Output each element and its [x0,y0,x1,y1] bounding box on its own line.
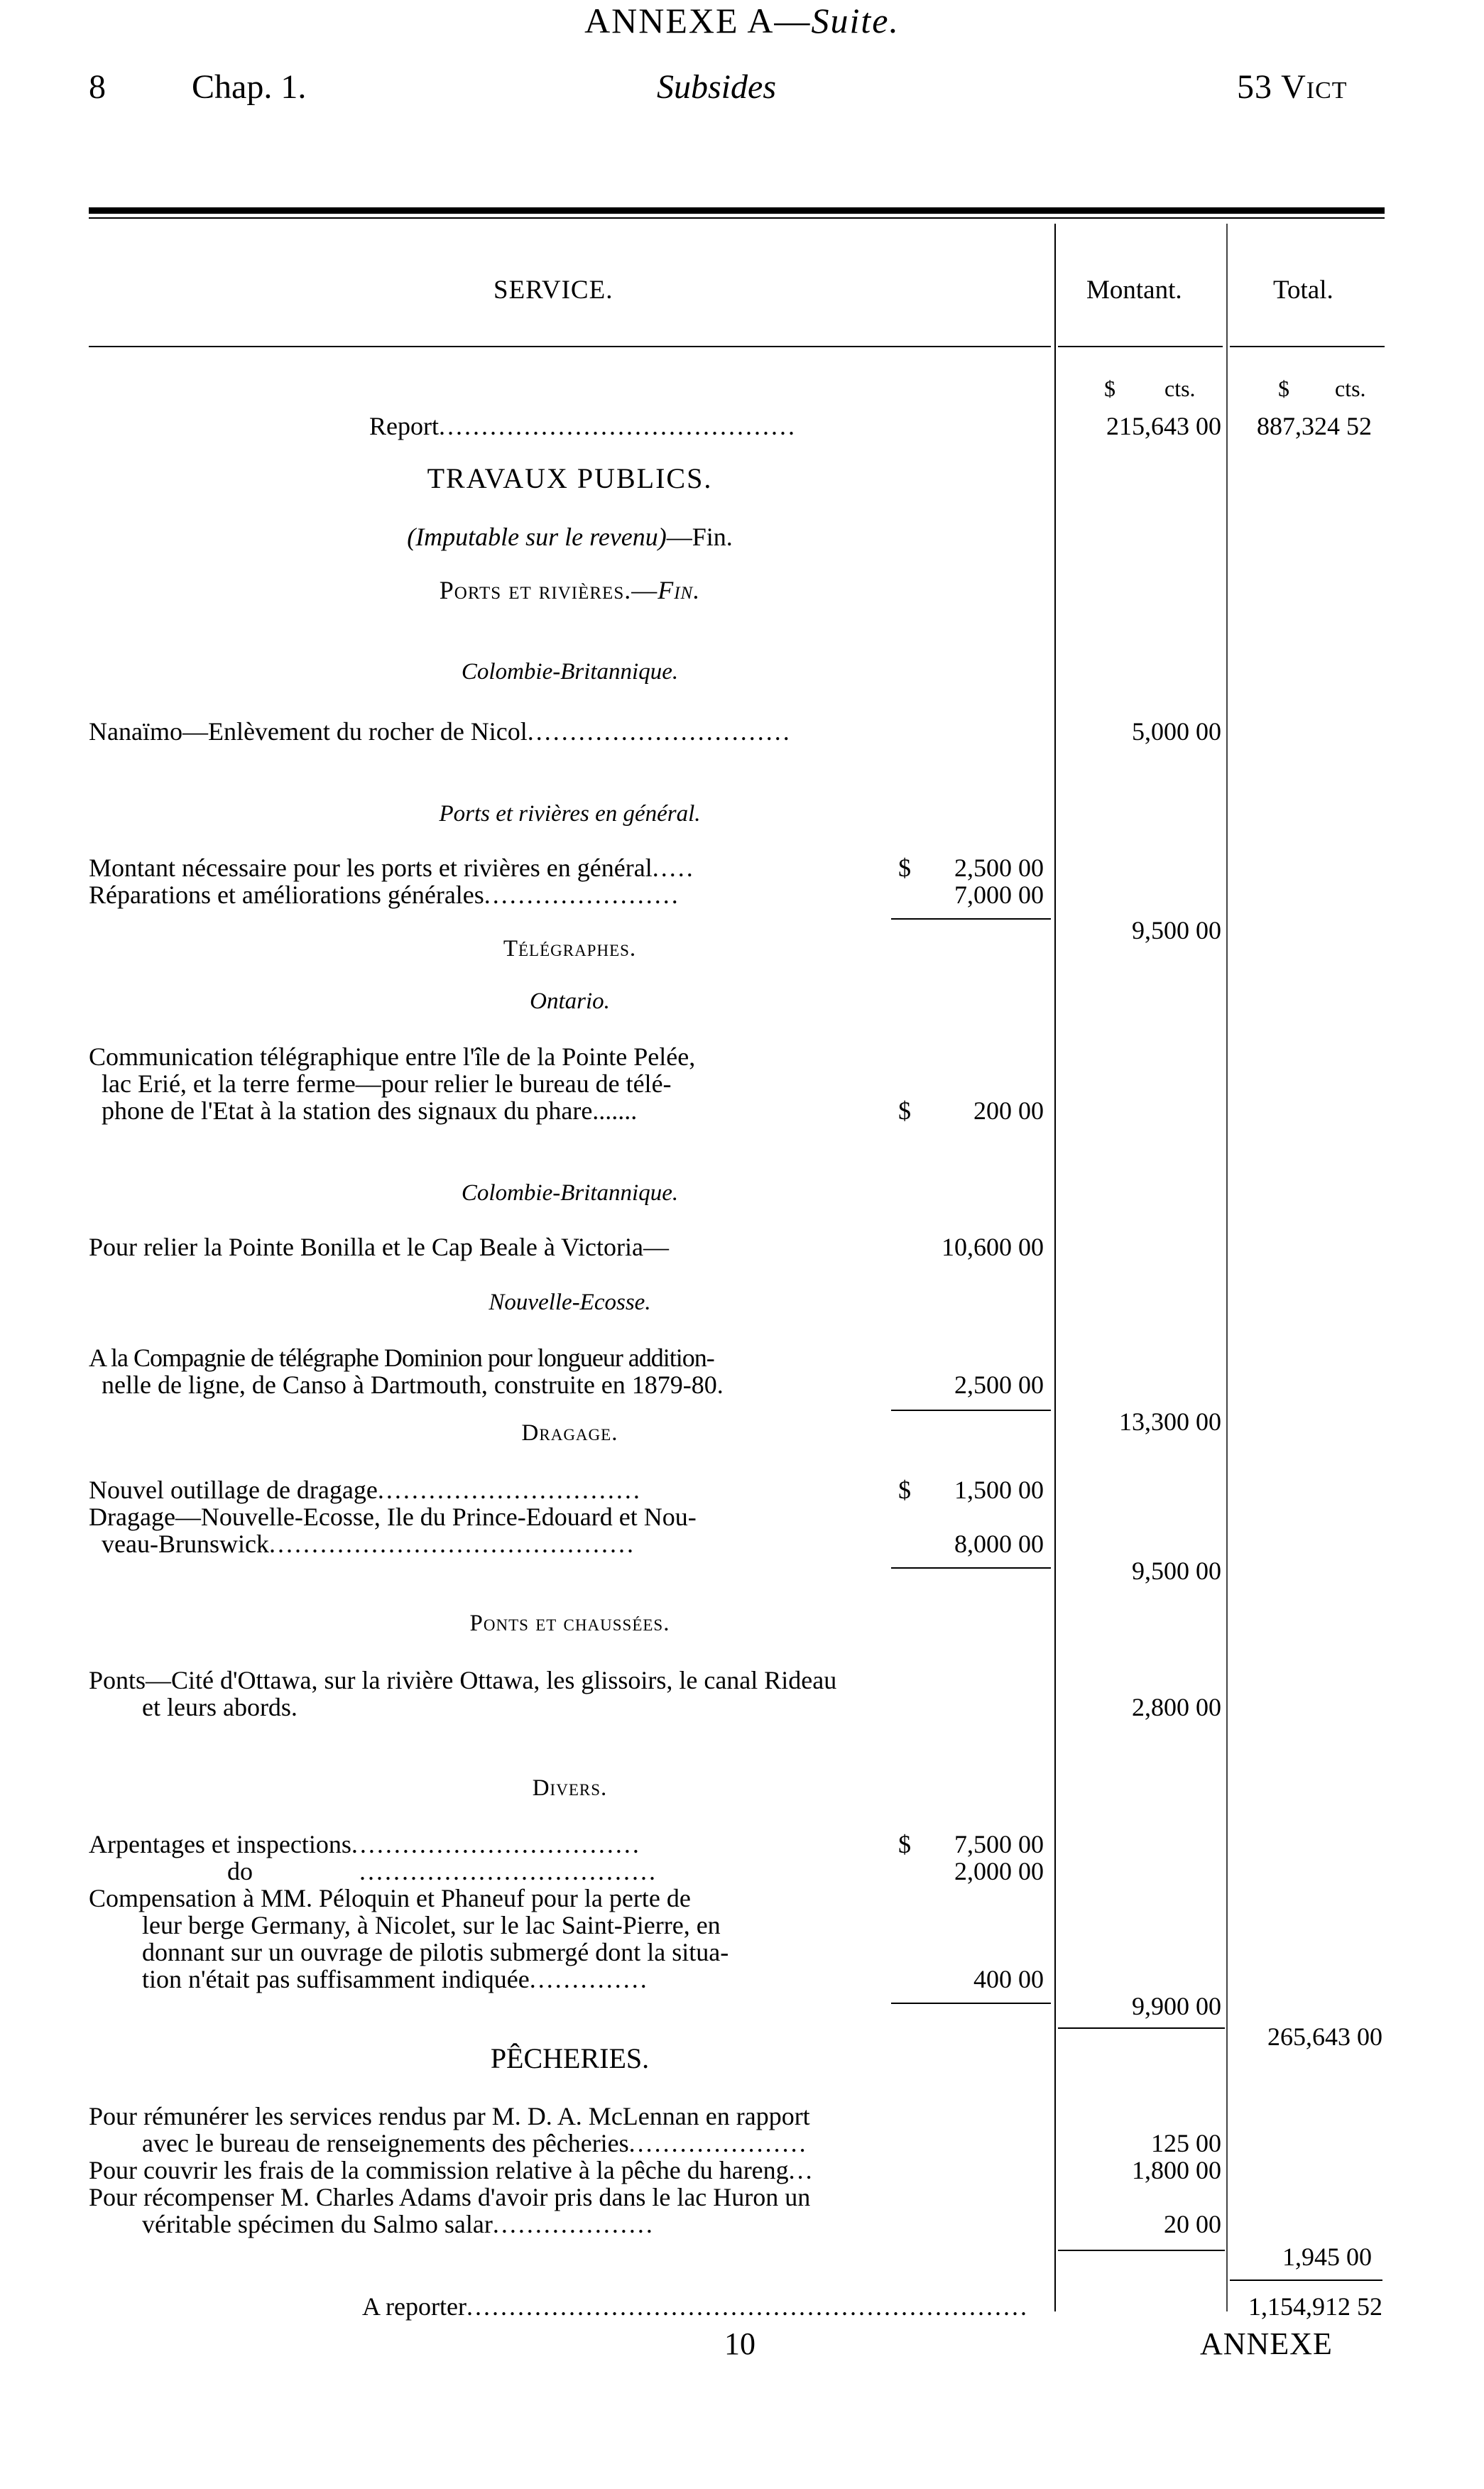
peche-item-1-line-2: avec le bureau de renseignements des pêcheries..................... [142,2129,808,2157]
drag-item-1-amount: 1,500 00 [954,1476,1044,1504]
subhead-telegraphes: Télégraphes. [503,936,637,962]
tel-cb-amount: 10,600 00 [942,1233,1044,1261]
drag-total: 9,500 00 [1132,1557,1221,1585]
annex-title-main: ANNEXE A— [584,1,812,40]
peche-item-1-line-1: Pour rémunérer les services rendus par M. D. A. McLennan en rapport [89,2102,810,2130]
signature-mark: 10 [724,2326,755,2361]
heading-underline-montant [1058,346,1223,347]
annex-title [0,0,1484,41]
total-sum-rule [1230,2280,1382,2281]
tel-ontario-line-1: Communication télégraphique entre l'île de la Pointe Pelée, [89,1042,696,1071]
div-total: 9,900 00 [1132,1992,1221,2020]
drag-item-1-label: Nouvel outillage de dragage............................... [89,1476,642,1504]
unit-cts-montant: cts. [1164,376,1196,401]
header-rule-thin [89,217,1385,219]
drag-item-3-amount: 8,000 00 [954,1530,1044,1558]
compensation-amount: 400 00 [973,1965,1044,1993]
pg-item-1-dollar: $ [898,854,911,882]
a-reporter-total: 1,154,912 52 [1248,2292,1382,2321]
div-item-2-label: do ................................... [227,1857,658,1885]
peche-item-2-montant: 1,800 00 [1132,2156,1221,2184]
pg-item-1-label: Montant nécessaire pour les ports et rivières en général..... [89,854,695,882]
drag-item-2-label: Dragage—Nouvelle-Ecosse, Ile du Prince-Edouard et Nou- [89,1503,697,1531]
col-head-total: Total. [1273,276,1333,305]
pg-item-2-amount: 7,000 00 [954,881,1044,909]
heading-underline-total [1230,346,1385,347]
compensation-line-2: leur berge Germany, à Nicolet, sur le lac Saint-Pierre, en [142,1911,721,1939]
subhead-ports-fin: Ports et rivières.—Fin. [439,576,701,604]
tel-ne-line-2: nelle de ligne, de Canso à Dartmouth, construite en 1879-80. [102,1371,724,1399]
pg-total: 9,500 00 [1132,916,1221,944]
div-item-1-dollar: $ [898,1830,911,1858]
unit-cts-total: cts. [1335,376,1366,401]
div-item-1-label: Arpentages et inspections.................................. [89,1830,641,1858]
pecheries-total: 1,945 00 [1282,2243,1372,2271]
ponts-line-2: et leurs abords. [142,1693,298,1721]
subhead-colombie-2: Colombie-Britannique. [461,1180,679,1206]
heading-underline-service [89,346,1051,347]
peche-item-2-line-1: Pour couvrir les frais de la commission relative à la pêche du hareng... [89,2156,814,2184]
report-label: Report.......................................... [369,412,797,440]
nanaimo-montant: 5,000 00 [1132,717,1221,746]
subhead-colombie-1: Colombie-Britannique. [461,659,679,685]
montant-sum-rule-peche [1058,2250,1225,2251]
section-travaux-publics: TRAVAUX PUBLICS. [427,462,713,494]
page-number: 8 [89,68,106,106]
peche-item-3-montant: 20 00 [1164,2210,1221,2238]
header-rule-thick [89,207,1385,214]
subhead-dragage: Dragage. [521,1420,618,1446]
pg-subtotal-rule [891,918,1051,920]
travaux-publics-total: 265,643 00 [1267,2022,1382,2051]
subhead-ponts: Ponts et chaussées. [469,1611,670,1636]
tel-ontario-amount: 200 00 [973,1096,1044,1125]
regnal-year: 53 Vict [1237,68,1348,106]
running-title: Subsides [657,68,776,106]
report-montant: 215,643 00 [1106,412,1221,440]
subhead-ports-general: Ports et rivières en général. [439,801,701,827]
tel-ne-amount: 2,500 00 [954,1371,1044,1399]
unit-dollar-total: $ [1278,376,1289,401]
peche-item-3-line-1: Pour récompenser M. Charles Adams d'avoir pris dans le lac Huron un [89,2183,811,2211]
a-reporter-label: A reporter.................................................................. [362,2292,1029,2321]
col-head-service: SERVICE. [493,276,613,305]
report-total: 887,324 52 [1257,412,1372,440]
div-item-1-amount: 7,500 00 [954,1830,1044,1858]
pg-item-1-amount: 2,500 00 [954,854,1044,882]
drag-subtotal-rule [891,1567,1051,1569]
unit-dollar-montant: $ [1104,376,1115,401]
div-subtotal-rule [891,2003,1051,2004]
catchword: ANNEXE [1200,2326,1333,2361]
tel-ne-line-1: A la Compagnie de télégraphe Dominion pour longueur addition- [89,1344,714,1372]
subhead-divers: Divers. [532,1775,608,1801]
ponts-montant: 2,800 00 [1132,1693,1221,1721]
tel-total: 13,300 00 [1119,1407,1221,1436]
compensation-line-3: donnant sur un ouvrage de pilotis submergé dont la situa- [142,1938,729,1966]
montant-sum-rule-tp [1058,2027,1225,2029]
subhead-nouvelle-ecosse: Nouvelle-Ecosse. [489,1290,651,1315]
tel-ontario-line-3: phone de l'Etat à la station des signaux du phare....... [102,1096,638,1125]
pg-item-2-label: Réparations et améliorations générales....................... [89,881,680,909]
chapter-label: Chap. 1. [192,68,307,106]
subhead-ontario: Ontario. [530,988,610,1014]
compensation-line-1: Compensation à MM. Péloquin et Phaneuf pour la perte de [89,1884,691,1912]
drag-item-1-dollar: $ [898,1476,911,1504]
nanaimo-label: Nanaïmo—Enlèvement du rocher de Nicol............................... [89,717,792,746]
div-item-2-amount: 2,000 00 [954,1857,1044,1885]
peche-item-1-montant: 125 00 [1151,2129,1221,2157]
col-head-montant: Montant. [1086,276,1182,305]
tel-subtotal-rule [891,1410,1051,1411]
drag-item-3-label: veau-Brunswick........................................... [102,1530,635,1558]
section-pecheries: PÊCHERIES. [490,2042,650,2074]
column-divider-service-montant [1054,224,1056,2311]
tel-ontario-dollar: $ [898,1096,911,1125]
imputable-note: (Imputable sur le revenu)—Fin. [407,523,733,551]
tel-ontario-line-2: lac Erié, et la terre ferme—pour relier le bureau de télé- [102,1069,672,1098]
tel-cb-label: Pour relier la Pointe Bonilla et le Cap Beale à Victoria— [89,1233,669,1261]
annex-title-suite: Suite. [811,1,900,40]
peche-item-3-line-2: véritable spécimen du Salmo salar................... [142,2210,655,2238]
compensation-line-4: tion n'était pas suffisamment indiquée.............. [142,1965,649,1993]
ponts-line-1: Ponts—Cité d'Ottawa, sur la rivière Ottawa, les glissoirs, le canal Rideau [89,1666,837,1694]
column-divider-montant-total [1226,224,1228,2311]
